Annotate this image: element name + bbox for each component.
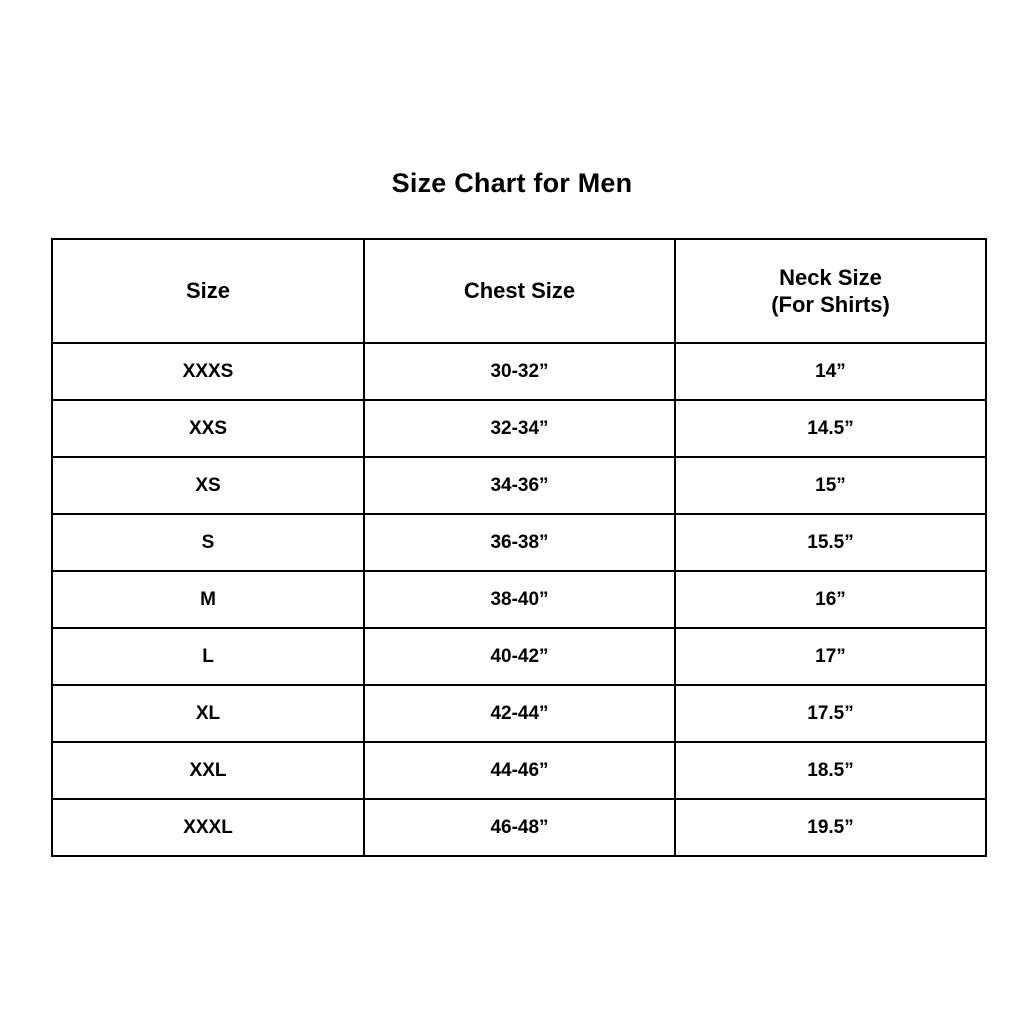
table-header-row: [52, 239, 986, 343]
table-row: [52, 514, 986, 571]
cell-chest: 32-34”: [364, 400, 675, 457]
column-header-chest-label: Chest Size: [463, 278, 576, 304]
column-header-chest: [364, 239, 675, 343]
cell-size: XL: [52, 685, 364, 742]
table-row: [52, 457, 986, 514]
cell-size: XXXL: [52, 799, 364, 856]
cell-neck: 18.5”: [675, 742, 986, 799]
column-header-neck-sublabel: (For Shirts): [771, 292, 890, 317]
cell-chest: 30-32”: [364, 343, 675, 400]
table-header: [52, 239, 986, 343]
table-row: [52, 343, 986, 400]
cell-neck: 17”: [675, 628, 986, 685]
cell-neck: 14.5”: [675, 400, 986, 457]
table-row: [52, 628, 986, 685]
cell-neck: 16”: [675, 571, 986, 628]
table-row: [52, 685, 986, 742]
cell-size: XS: [52, 457, 364, 514]
table-body: [52, 343, 986, 856]
cell-chest: 46-48”: [364, 799, 675, 856]
cell-neck: 19.5”: [675, 799, 986, 856]
cell-chest: 42-44”: [364, 685, 675, 742]
table-row: [52, 742, 986, 799]
cell-size: M: [52, 571, 364, 628]
cell-chest: 38-40”: [364, 571, 675, 628]
size-chart-table: [51, 238, 987, 857]
cell-chest: 36-38”: [364, 514, 675, 571]
cell-chest: 40-42”: [364, 628, 675, 685]
cell-chest: 34-36”: [364, 457, 675, 514]
size-chart-table-wrapper: [51, 238, 973, 857]
column-header-neck: [675, 239, 986, 343]
page-title: Size Chart for Men: [391, 168, 633, 198]
table-row: [52, 571, 986, 628]
cell-neck: 15.5”: [675, 514, 986, 571]
table-row: [52, 799, 986, 856]
cell-size: S: [52, 514, 364, 571]
cell-size: L: [52, 628, 364, 685]
cell-size: XXS: [52, 400, 364, 457]
cell-chest: 44-46”: [364, 742, 675, 799]
cell-size: XXL: [52, 742, 364, 799]
cell-neck: 14”: [675, 343, 986, 400]
cell-neck: 15”: [675, 457, 986, 514]
cell-size: XXXS: [52, 343, 364, 400]
table-row: [52, 400, 986, 457]
column-header-neck-label: Neck Size: [779, 264, 882, 290]
column-header-size-label: Size: [185, 278, 231, 304]
cell-neck: 17.5”: [675, 685, 986, 742]
column-header-size: [52, 239, 364, 343]
